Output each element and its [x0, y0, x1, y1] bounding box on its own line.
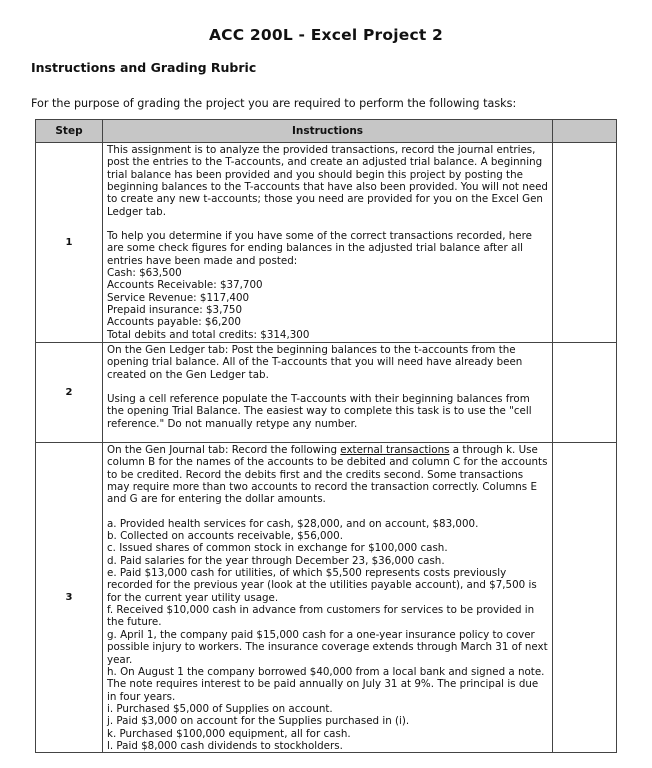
- table-row: [36, 143, 617, 343]
- transaction-item: j. Paid $3,000 on account for the Supplies purchased in (i).: [107, 715, 410, 728]
- header-score: [553, 120, 617, 143]
- check-figure: Service Revenue: $117,400: [107, 291, 250, 304]
- check-figure: Prepaid insurance: $3,750: [107, 304, 243, 317]
- step-instructions: [103, 343, 553, 443]
- transaction-item: c. Issued shares of common stock in exchange for $100,000 cash.: [107, 542, 448, 555]
- table-row: [36, 343, 617, 443]
- step-paragraph: This assignment is to analyze the provided transactions, record the journal entries, post the entries to the T-accounts, and create an adjusted trial balance. A beginning trial balance has been provided and you should begin this project by posting the beginning balances to the T-accounts that have also been provided. You will not need to create any new t-accounts; those you need are provided for you on the Excel Gen Ledger tab.: [107, 144, 548, 218]
- score-cell[interactable]: [553, 443, 617, 753]
- transaction-item: f. Received $10,000 cash in advance from customers for services to be provided in the future.: [107, 604, 535, 629]
- check-figure: Accounts Receivable: $37,700: [107, 279, 263, 292]
- step-instructions: [103, 443, 553, 753]
- transaction-item: e. Paid $13,000 cash for utilities, of which $5,500 represents costs previously recorded for the previous year (look at the utilities payable account), and $7,500 is for the current year utility usage.: [107, 567, 537, 604]
- transaction-item: d. Paid salaries for the year through December 23, $36,000 cash.: [107, 554, 445, 567]
- step-paragraph: To help you determine if you have some of the correct transactions recorded, here are some check figures for ending balances in the adjusted trial balance after all entries have been made and posted:: [107, 230, 532, 267]
- transaction-item: g. April 1, the company paid $15,000 cash for a one-year insurance policy to cover possible injury to workers. The insurance coverage extends through March 31 of next year.: [107, 628, 548, 666]
- section-heading: Instructions and Grading Rubric: [31, 60, 257, 75]
- score-cell[interactable]: [553, 143, 617, 343]
- external-transactions-text: external transactions: [340, 444, 450, 456]
- step-instructions: [103, 143, 553, 343]
- transaction-item: i. Purchased $5,000 of Supplies on account.: [107, 702, 333, 715]
- step-paragraph: On the Gen Ledger tab: Post the beginning balances to the t-accounts from the opening trial balance. All of the T-accounts that you will need have already been created on the Gen Ledger tab.: [107, 344, 523, 381]
- check-figure: Total debits and total credits: $314,300: [107, 328, 310, 341]
- step-number: 2: [36, 343, 103, 443]
- intro-text: For the purpose of grading the project you are required to perform the following tasks:: [31, 97, 517, 110]
- score-cell[interactable]: [553, 343, 617, 443]
- table-header-row: [36, 120, 617, 143]
- rubric-table: [35, 119, 617, 753]
- transaction-item: a. Provided health services for cash, $28,000, and on account, $83,000.: [107, 517, 479, 530]
- step-number: 1: [36, 143, 103, 343]
- transaction-item: h. On August 1 the company borrowed $40,000 from a local bank and signed a note. The note requires interest to be paid annually on July 31 at 9%. The principal is due in four years.: [107, 665, 545, 703]
- check-figure: Accounts payable: $6,200: [107, 316, 241, 329]
- step-paragraph: Using a cell reference populate the T-accounts with their beginning balances from the opening Trial Balance. The easiest way to complete this task is to use the "cell reference." Do not manually retype any number.: [107, 393, 532, 430]
- transaction-item: l. Paid $8,000 cash dividends to stockholders.: [107, 739, 343, 752]
- para-text: a through k. Use column B for the names of the accounts to be debited and column C for the accounts to be credited. Record the debits first and the credits second. Some transactions may require more than two accounts to record the transaction correctly. Columns E and G are for entering the dollar amounts.: [107, 444, 548, 506]
- transaction-item: b. Collected on accounts receivable, $56,000.: [107, 530, 343, 543]
- document-title: ACC 200L - Excel Project 2: [208, 26, 444, 44]
- table-row: [36, 443, 617, 753]
- para-text: On the Gen Journal tab: Record the following: [107, 444, 341, 456]
- header-step: Step: [36, 120, 103, 143]
- header-instructions: Instructions: [103, 120, 553, 143]
- step-number: 3: [36, 443, 103, 753]
- check-figure: Cash: $63,500: [107, 267, 182, 280]
- transaction-item: k. Purchased $100,000 equipment, all for cash.: [107, 727, 351, 740]
- step-paragraph: [107, 444, 548, 506]
